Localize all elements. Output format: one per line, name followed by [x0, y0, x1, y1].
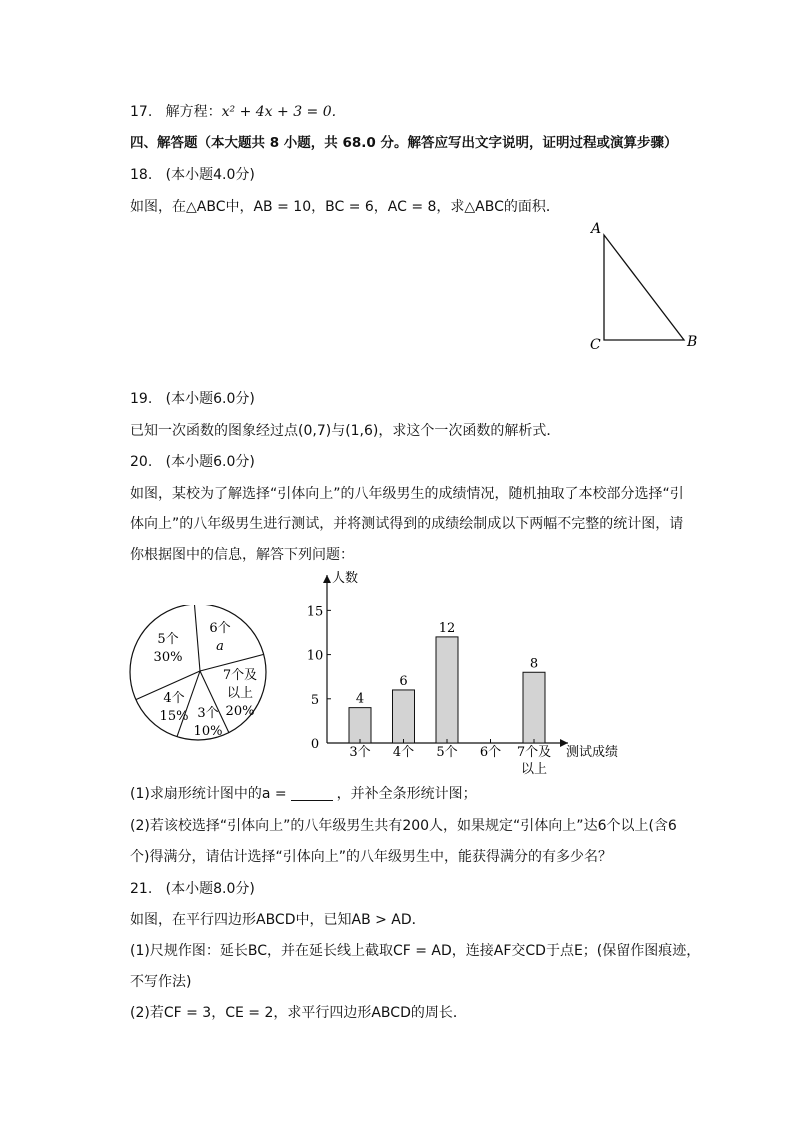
- x-tick-label: 6个: [479, 745, 502, 760]
- bar-value-label: 8: [529, 656, 539, 672]
- pie-slice-boundary: [194, 605, 200, 671]
- triangle-abc: [604, 235, 684, 340]
- q20-points: (本小题6.0分): [165, 454, 255, 470]
- q17-number: 17.: [130, 104, 153, 120]
- q19-text: [130, 421, 560, 441]
- q21-sub2: (2)若CF = 3，CE = 2，求平行四边形ABCD的周长．: [130, 1005, 467, 1021]
- y-tick-label: 5: [310, 692, 320, 708]
- q19-number: 19.: [130, 391, 153, 407]
- q20-sub1-suffix: ，并补全条形统计图；: [336, 786, 477, 802]
- q20-sub2-1: (2)若该校选择“引体向上”的八年级男生共有200人，如果规定“引体向上”达6个以上(含6: [130, 818, 677, 834]
- q18-text-content: 如图，在△ABC中，AB = 10，BC = 6，AC = 8，求△ABC的面积．: [130, 199, 560, 215]
- label-c: C: [590, 337, 601, 353]
- triangle-figure: [580, 215, 710, 360]
- x-axis-label: 测试成绩: [565, 745, 619, 760]
- x-tick-label-line2: 以上: [520, 762, 548, 777]
- q20-number: 20.: [130, 454, 153, 470]
- q20-sub1: [130, 784, 477, 804]
- q19-text-content: 已知一次函数的图象经过点(0,7)与(1,6)，求这个一次函数的解析式．: [130, 423, 561, 439]
- bar-chart: [300, 565, 640, 780]
- pie-label: a: [216, 639, 224, 654]
- q19-header: [130, 389, 255, 409]
- x-tick-label: 4个: [392, 745, 415, 760]
- pie-label: 20%: [225, 704, 255, 719]
- q21-sub1-2: 不写作法): [130, 974, 192, 990]
- q17-prefix: 解方程：: [165, 104, 222, 120]
- y-axis-label: 人数: [331, 571, 359, 586]
- bar-value-label: 6: [399, 673, 408, 689]
- q18-text: [130, 197, 560, 217]
- q20-sub2-2: 个)得满分，请估计选择“引体向上”的八年级男生中，能获得满分的有多少名？: [130, 849, 612, 865]
- q19-points: (本小题6.0分): [165, 391, 255, 407]
- q21-text: 如图，在平行四边形ABCD中，已知AB > AD．: [130, 912, 426, 928]
- section4-text: 四、解答题（本大题共 8 小题，共 68.0 分。解答应写出文字说明，证明过程或演算步骤）: [130, 135, 678, 151]
- q20-sub1-prefix: (1)求扇形统计图中的a =: [130, 786, 287, 802]
- bar-value-label: 12: [438, 620, 456, 636]
- pie-label: 7个及: [222, 668, 258, 683]
- bar: [523, 672, 545, 743]
- q20-intro-1: 如图，某校为了解选择“引体向上”的八年级男生的成绩情况，随机抽取了本校部分选择“引: [130, 486, 684, 502]
- pie-label: 15%: [159, 709, 189, 724]
- label-b: B: [687, 334, 698, 350]
- q17: [130, 102, 336, 122]
- pie-label: 6个: [209, 621, 231, 636]
- q21-number: 21.: [130, 881, 153, 897]
- q18-header: [130, 165, 255, 185]
- q17-equation: x² + 4x + 3 = 0.: [221, 104, 337, 120]
- x-tick-label: 5个: [436, 745, 458, 760]
- pie-chart: [128, 605, 278, 745]
- q20-intro-3: 你根据图中的信息，解答下列问题：: [130, 547, 354, 563]
- q18-points: (本小题4.0分): [165, 167, 255, 183]
- section4-heading: [130, 133, 678, 153]
- pie-label: 4个: [163, 691, 185, 706]
- pie-label: 3个: [197, 706, 219, 721]
- pie-label: 5个: [157, 632, 179, 647]
- q21-header: [130, 879, 255, 899]
- pie-label: 30%: [153, 650, 183, 665]
- bar: [349, 708, 371, 743]
- pie-label: 以上: [226, 686, 254, 701]
- pie-label: 10%: [193, 724, 223, 739]
- bar: [436, 637, 458, 743]
- answer-blank[interactable]: [291, 786, 333, 801]
- bar-value-label: 4: [355, 691, 365, 707]
- x-tick-label: 7个及: [516, 745, 552, 760]
- y-axis-arrow: [323, 575, 331, 583]
- label-a: A: [591, 221, 602, 237]
- y-tick-label: 0: [310, 737, 320, 752]
- y-tick-label: 15: [306, 604, 324, 620]
- y-tick-label: 10: [306, 648, 324, 664]
- bar: [393, 690, 415, 743]
- x-tick-label: 3个: [349, 745, 371, 760]
- q20-intro-2: 体向上”的八年级男生进行测试，并将测试得到的成绩绘制成以下两幅不完整的统计图，请: [130, 516, 684, 532]
- q21-sub1-1: (1)尺规作图：延长BC，并在延长线上截取CF = AD，连接AF交CD于点E；(保留作图痕迹，: [130, 943, 701, 959]
- q18-number: 18.: [130, 167, 153, 183]
- q20-header: [130, 452, 255, 472]
- q21-points: (本小题8.0分): [165, 881, 255, 897]
